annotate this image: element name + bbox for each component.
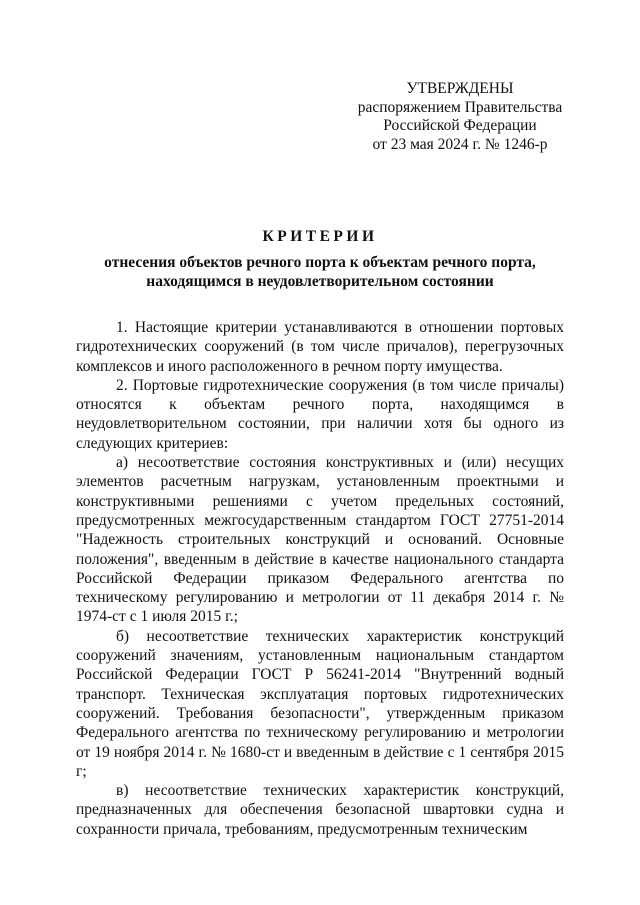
subitem-v: в) несоответствие технических характеристик конструкций, предназначенных для обеспечения безопасной швартовки судна и сохранности причала, требованиям, предусмотренным техническим <box>76 782 564 838</box>
paragraph-2: 2. Портовые гидротехнические сооружения (в том числе причалы) относятся к объектам речного порта, находящимся в неудовлетворительном состоянии, при наличии хотя бы одного из следующих критериев: <box>76 376 564 452</box>
document-title: КРИТЕРИИ <box>262 228 378 245</box>
approval-line-federation: Российской Федерации <box>383 117 537 134</box>
document-subtitle <box>60 253 580 291</box>
subtitle-line-2: находящимся в неудовлетворительном состоянии <box>146 273 494 290</box>
subitem-b: б) несоответствие технических характеристик конструкций сооружений значениям, установленным национальным стандартом Российской Федерации ГОСТ Р 56241-2014 "Внутренний водный транспорт. Техническая эксплуатация портовых гидротехнических сооружений. Требования безопасности", утвержденным приказом Федерального агентства по техническому регулированию и метрологии от 19 ноября 2014 г. № 1680-ст и введенным в действие с 1 сентября 2015 г; <box>76 627 564 780</box>
document-body <box>76 318 564 839</box>
approval-stamp <box>340 80 580 154</box>
paragraph-1: 1. Настоящие критерии устанавливаются в отношении портовых гидротехнических сооружений (в том числе причалов), перегрузочных комплексов и иного расположенного в речном порту имущества. <box>76 319 564 375</box>
approval-line-order: распоряжением Правительства <box>357 98 563 116</box>
approval-line-approved: УТВЕРЖДЕНЫ <box>406 80 514 97</box>
subitem-a: а) несоответствие состояния конструктивных и (или) несущих элементов расчетным нагрузкам, установленным проектными и конструктивными решениями с учетом предельных состояний, предусмотренных межгосударственным стандартом ГОСТ 27751-2014 "Надежность строительных конструкций и оснований. Основные положения", введенным в действие в качестве национального стандарта Российской Федерации приказом Федерального агентства по техническому регулированию и метрологии от 11 декабря 2014 г. № 1974-ст с 1 июля 2015 г.; <box>76 454 564 626</box>
subtitle-line-1: отнесения объектов речного порта к объектам речного порта, <box>104 254 536 271</box>
approval-line-date: от 23 мая 2024 г. № 1246-р <box>372 135 548 153</box>
